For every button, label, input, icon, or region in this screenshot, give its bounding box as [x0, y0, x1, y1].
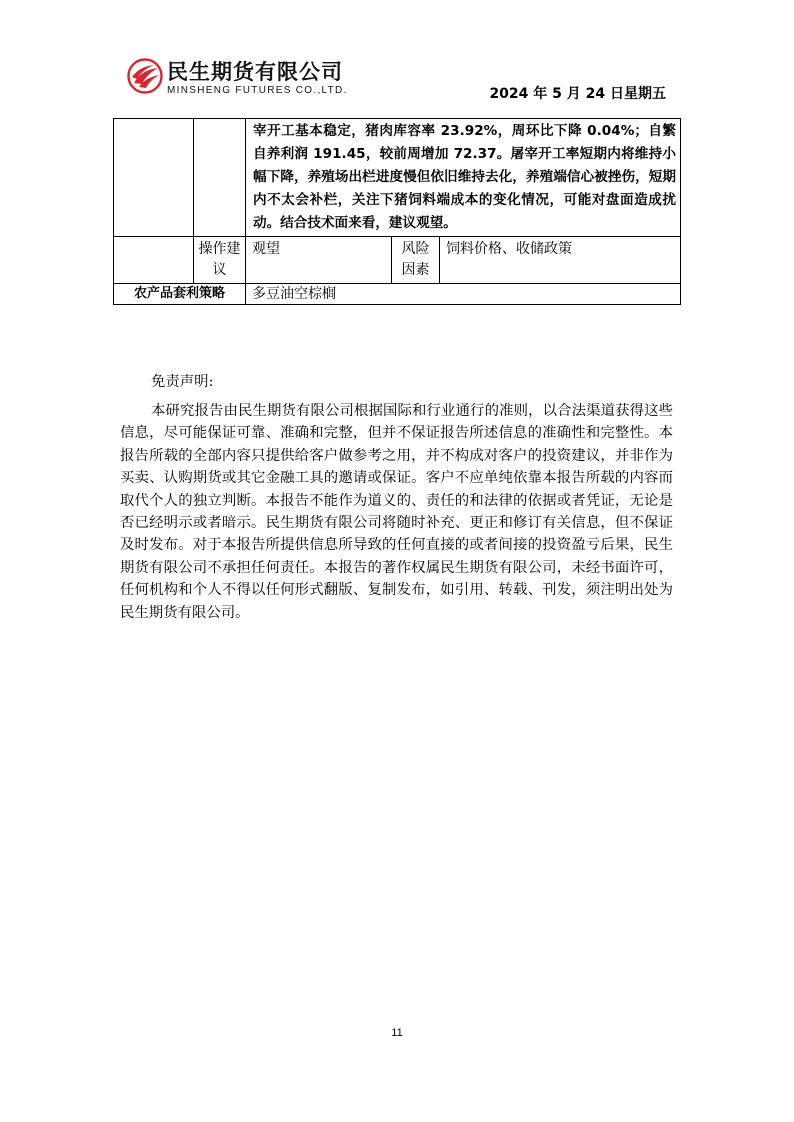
company-name-cn: 民生期货有限公司: [167, 60, 343, 84]
table-cell-empty: [114, 119, 194, 237]
minsheng-logo-icon: [127, 58, 163, 94]
strategy-value: 多豆油空棕榈: [246, 284, 681, 305]
analysis-text: 宰开工基本稳定，猪肉库容率 23.92%，周环比下降 0.04%；自繁自养利润 191.45，较前周增加 72.37。屠宰开工率短期内将维持小幅下降，养殖场出栏进度慢但依旧维持去化，养殖端信心被挫伤，短期内不太会补栏，关注下猪饲料端成本的变化情况，可能对盘面造成扰动。结合技术面来看，建议观望。: [246, 119, 681, 237]
strategy-row: [114, 284, 681, 305]
disclaimer-title: 免责声明:: [151, 374, 214, 390]
operation-row: [114, 237, 681, 284]
disclaimer-body: 本研究报告由民生期货有限公司根据国际和行业通行的准则，以合法渠道获得这些信息，尽可能保证可靠、准确和完整，但并不保证报告所述信息的准确性和完整性。本报告所载的全部内容只提供给客户做参考之用，并不构成对客户的投资建议，并非作为买卖、认购期货或其它金融工具的邀请或保证。客户不应单纯依靠本报告所载的内容而取代个人的独立判断。本报告不能作为道义的、责任的和法律的依据或者凭证，无论是否已经明示或者暗示。民生期货有限公司将随时补充、更正和修订有关信息，但不保证及时发布。对于本报告所提供信息所导致的任何直接的或者间接的投资盈亏后果，民生期货有限公司不承担任何责任。本报告的著作权属民生期货有限公司，未经书面许可，任何机构和个人不得以任何形式翻版、复制发布，如引用、转载、刊发，须注明出处为民生期货有限公司。: [120, 403, 673, 621]
page-number: 11: [391, 1027, 403, 1039]
operation-label: 操作建议: [194, 237, 246, 284]
table-cell-empty: [194, 119, 246, 237]
operation-value: 观望: [246, 237, 392, 284]
analysis-row: [114, 119, 681, 237]
company-logo: [127, 56, 367, 100]
strategy-label: 农产品套利策略: [114, 284, 246, 305]
table-cell-empty: [114, 237, 194, 284]
risk-value: 饲料价格、收储政策: [440, 237, 681, 284]
strategy-table: [113, 118, 681, 305]
company-name-en: MINSHENG FUTURES CO.,LTD.: [167, 85, 348, 96]
risk-label: 风险因素: [392, 237, 440, 284]
report-date: 2024 年 5 月 24 日星期五: [489, 86, 666, 102]
